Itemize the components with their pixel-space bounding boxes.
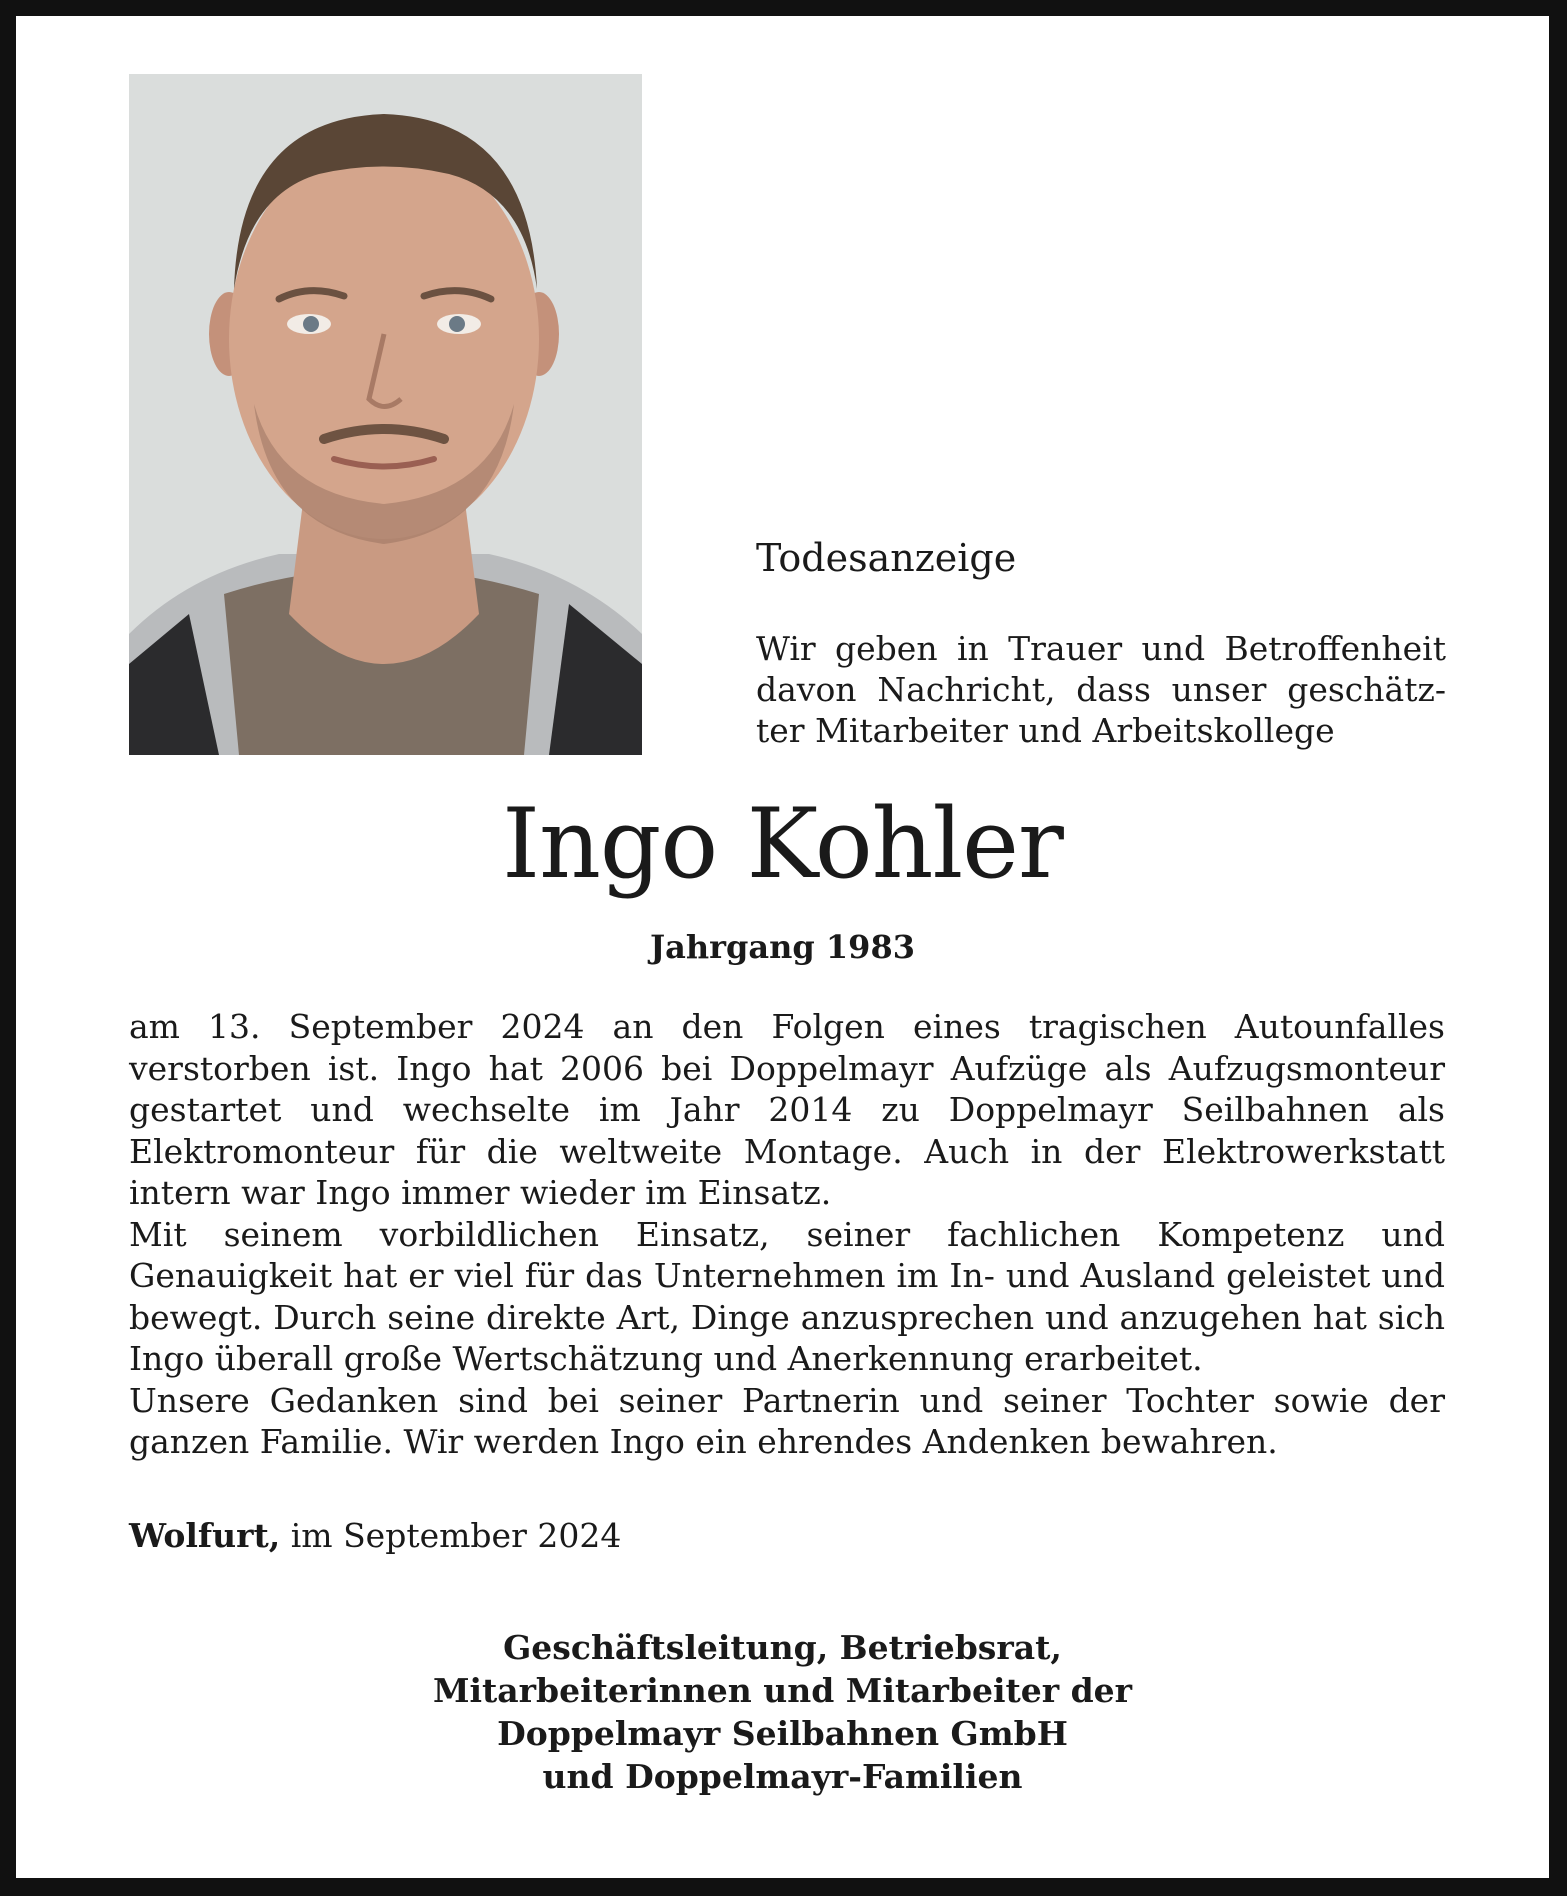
signature-line: und Doppelmayr-Familien: [542, 1757, 1023, 1796]
intro-text: [756, 628, 1446, 751]
birth-year: Jahrgang 1983: [650, 928, 915, 966]
intro-line: davon Nachricht, dass unser geschätz-: [756, 669, 1446, 709]
signature-block: [16, 1626, 1549, 1798]
body-paragraph: Unsere Gedanken sind bei seiner Partnerin und seiner Tochter sowie der ganzen Familie. Wir werden Ingo ein ehrendes Andenken bewahren.: [129, 1380, 1445, 1461]
intro-block: [756, 538, 1446, 751]
intro-line: ter Mitarbeiter und Arbeitskollege: [756, 710, 1335, 750]
obituary-body: [129, 1006, 1445, 1463]
notice-label: Todesanzeige: [756, 536, 1017, 580]
signature-line: Geschäftsleitung, Betriebsrat,: [503, 1628, 1062, 1667]
signature-line: Mitarbeiterinnen und Mitarbeiter der: [432, 1671, 1133, 1710]
body-paragraph: am 13. September 2024 an den Folgen eines tragischen Autounfalles verstorben ist. Ingo hat 2006 bei Doppelmayr Aufzüge als Aufzugsmonteur gestartet und wechselte im Jahr 2014 zu Doppelmayr Seilbahnen als Elektromonteur für die weltweite Montage. Auch in der Elektrowerkstatt intern war Ingo immer wieder im Einsatz.: [129, 1007, 1445, 1212]
signature-line: Doppelmayr Seilbahnen GmbH: [497, 1714, 1068, 1753]
portrait-photo: [129, 74, 642, 755]
place-date-line: [129, 1516, 621, 1555]
place: Wolfurt,: [129, 1516, 281, 1555]
deceased-name: Ingo Kohler: [502, 788, 1063, 900]
intro-line: Wir geben in Trauer und Betroffenheit: [756, 628, 1446, 668]
body-paragraph: Mit seinem vorbildlichen Einsatz, seiner fachlichen Kompetenz und Genauigkeit hat er viel für das Unternehmen im In- und Ausland geleistet und bewegt. Durch seine direkte Art, Dinge anzusprechen und anzugehen hat sich Ingo überall große Wertschätzung und Anerkennung erarbeitet.: [129, 1214, 1445, 1378]
obituary-page: [16, 16, 1549, 1878]
date: im September 2024: [290, 1516, 622, 1555]
